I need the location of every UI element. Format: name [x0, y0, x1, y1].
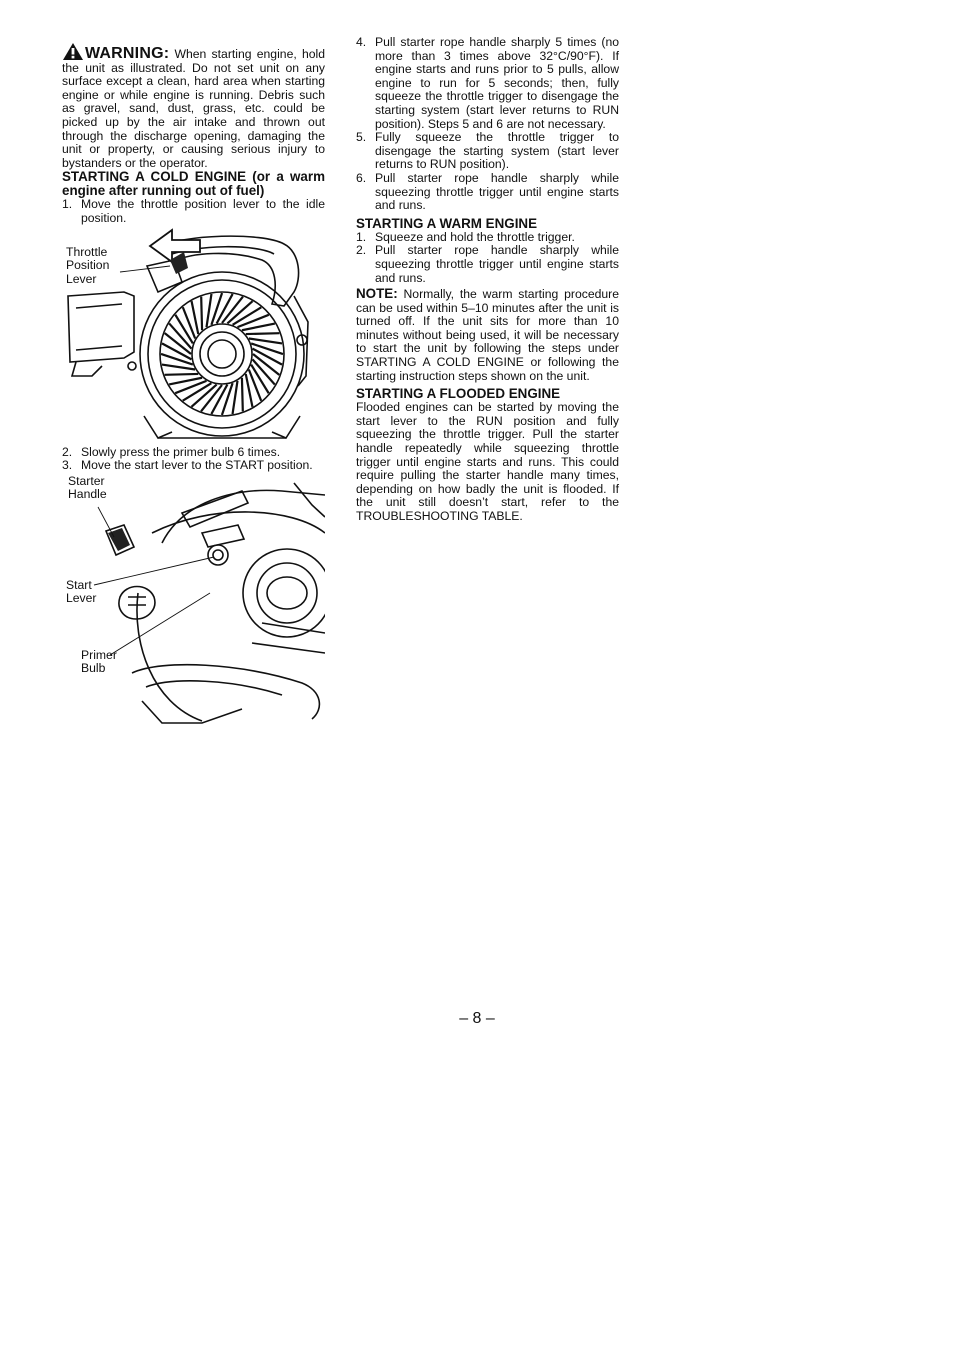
right-column — [356, 36, 619, 524]
left-column — [62, 36, 325, 725]
warm-steps — [356, 231, 619, 285]
warm-engine-heading: STARTING A WARM ENGINE — [356, 215, 538, 231]
start-lever-label: Start Lever — [66, 577, 97, 606]
warning-paragraph — [62, 42, 325, 170]
throttle-figure — [62, 226, 325, 448]
warning-label: WARNING: — [85, 45, 170, 62]
fan-blade — [207, 293, 212, 326]
list-item: 2. Slowly press the primer bulb 6 times. — [62, 444, 281, 459]
fan-blade — [233, 380, 238, 413]
fan-blade — [242, 377, 243, 411]
fan-blade — [201, 296, 202, 330]
cold-steps-a — [62, 198, 325, 225]
flooded-engine-heading: STARTING A FLOODED ENGINE — [356, 386, 561, 402]
cold-steps-c — [356, 36, 619, 213]
fan-blade — [162, 364, 195, 369]
fan-blade — [246, 333, 280, 334]
warning-triangle-icon — [62, 42, 84, 61]
starter-illustration — [62, 473, 325, 725]
list-item: 1. Squeeze and hold the throttle trigger. — [356, 229, 575, 244]
list-item: 2. Pull starter rope handle sharply while squeezing throttle trigger until engine starts and runs. — [356, 243, 619, 285]
fan-blade — [249, 338, 282, 343]
primer-bulb-label: Primer Bulb — [81, 647, 117, 676]
note-label: NOTE: — [356, 286, 398, 302]
note-text: Normally, the warm starting procedure can be used within 5–10 minutes after the unit is turned off. If the unit sits for more than 10 minutes without being used, it will be necessary to start the unit by following the steps under STARTING A COLD ENGINE or following the starting instruction steps shown on the unit. — [356, 287, 619, 383]
blower-throttle-illustration — [62, 226, 325, 448]
cold-steps-b — [62, 446, 325, 473]
warning-text: When starting engine, hold the unit as illustrated. Do not set unit on any surface except a clean, hard area when starting engine or while engine is running. Debris such as gravel, sand, dust, grass, etc. could be picked up by the air intake and thrown out through the discharge opening, damaging the unit or property, or causing serious injury to bystanders or the operator. — [62, 47, 325, 170]
throttle-label: Throttle Position Lever — [66, 244, 110, 286]
list-item: 4. Pull starter rope handle sharply 5 times (no more than 3 times above 32°C/90°F). If engine starts and runs prior to 5 pulls, allow engine to run for 5 seconds; then, fully squeeze the throttle trigger to disengage the starting system (start lever returns to RUN position). Steps 5 and 6 are not necessary. — [356, 35, 619, 131]
fan-blade — [222, 383, 233, 415]
note-paragraph — [356, 287, 619, 383]
list-item: 3. Move the start lever to the START position. — [62, 458, 313, 473]
list-item: 1. Move the throttle position lever to the idle position. — [62, 197, 325, 225]
fan-blade — [161, 353, 193, 364]
fan-blade — [211, 293, 222, 325]
starter-handle-label: Starter Handle — [68, 473, 107, 502]
list-item: 5. Fully squeeze the throttle trigger to disengage the starting system (start lever returns to RUN position). — [356, 130, 619, 172]
page-number: – 8 – — [459, 1010, 495, 1027]
fan-blade — [251, 343, 283, 354]
flooded-text: Flooded engines can be started by moving the start lever to the RUN position and fully squeezing the throttle trigger. Pull the starter handle repeatedly while squeezing throttle trigger until engine starts and runs. This could require pulling the starter handle many times, depending on how badly the unit is flooded. If the unit still doesn’t start, refer to the TROUBLESHOOTING TABLE. — [356, 400, 619, 523]
cold-engine-heading: STARTING A COLD ENGINE (or a warm engine after running out of fuel) — [62, 169, 325, 199]
fan-blade — [165, 373, 199, 374]
starter-figure — [62, 473, 325, 725]
list-item: 6. Pull starter rope handle sharply while squeezing throttle trigger until engine starts and runs. — [356, 170, 619, 213]
